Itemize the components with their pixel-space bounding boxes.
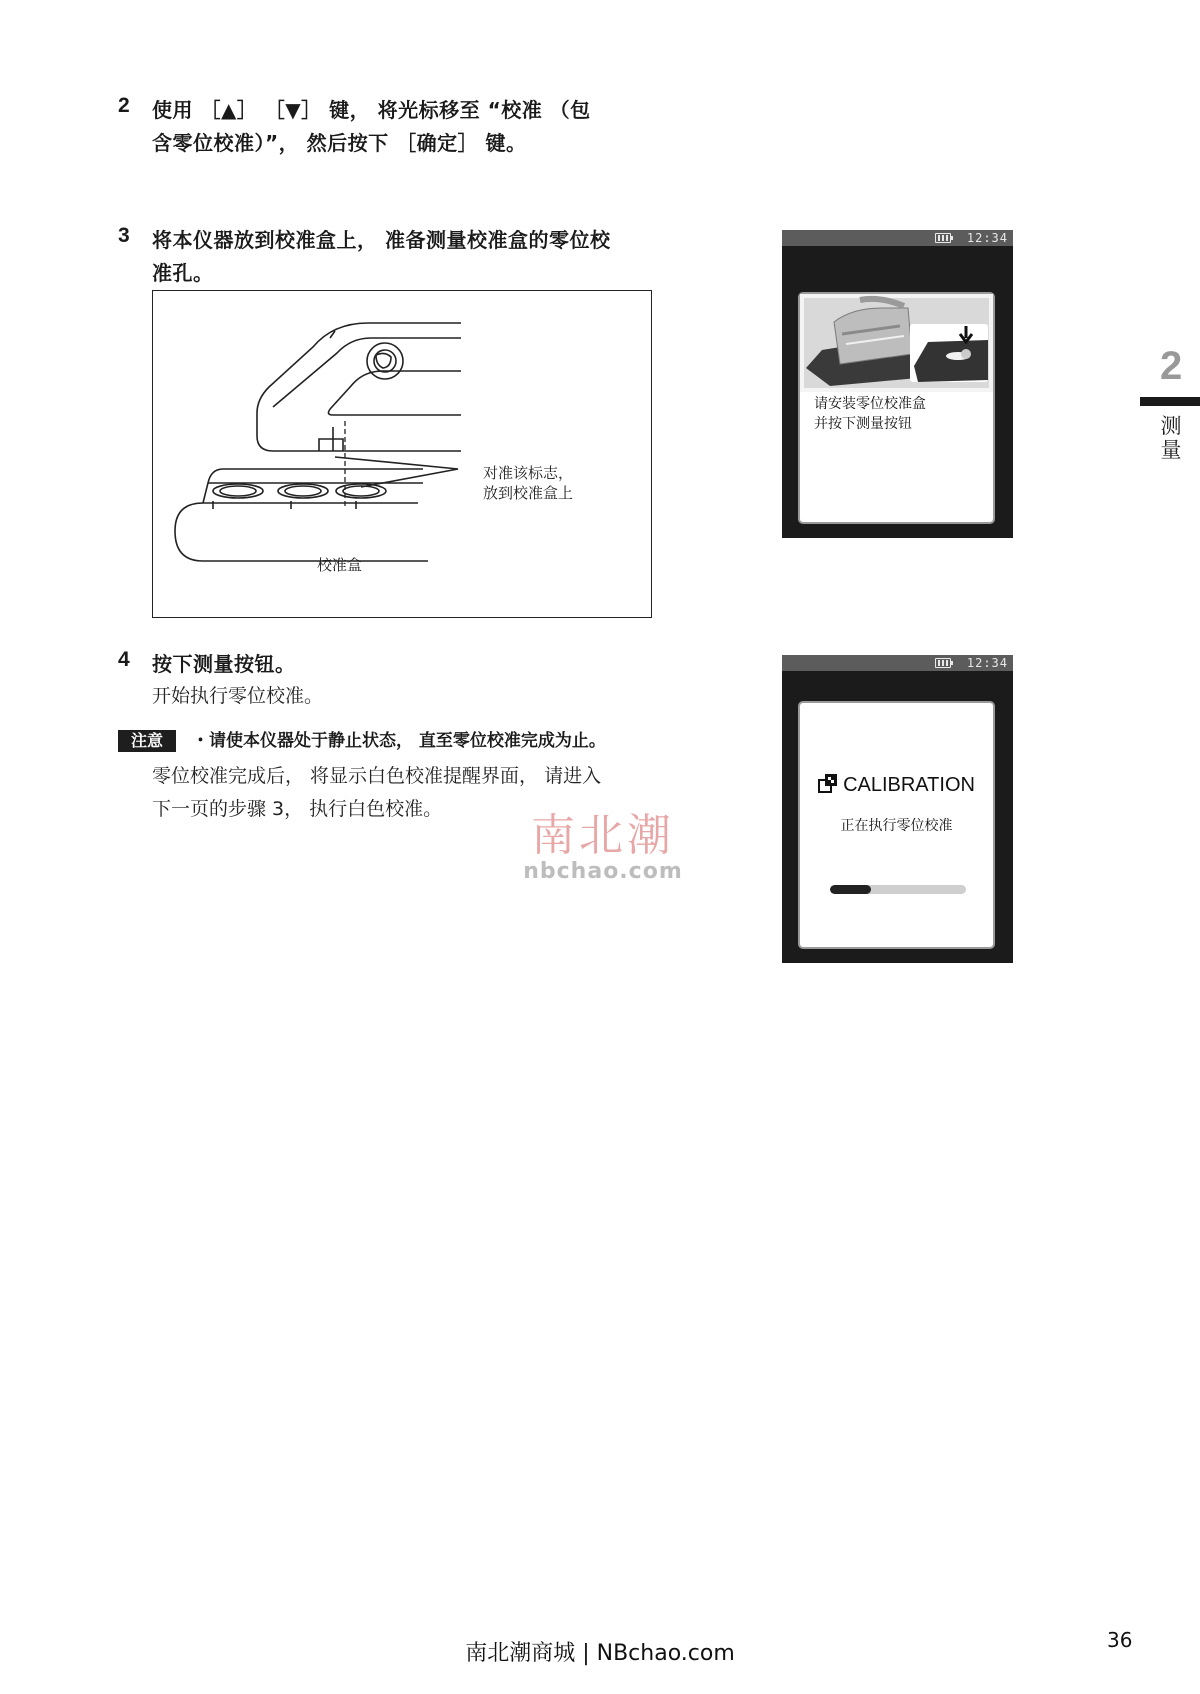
watermark-logo: [518, 812, 688, 884]
align-label-line: 放到校准盒上: [483, 484, 574, 502]
caution-text: ・请使本仪器处于静止状态， 直至零位校准完成为止。: [192, 731, 606, 751]
screen-panel: [798, 701, 995, 949]
status-time: 12:34: [966, 656, 1008, 670]
screen-panel: [798, 292, 995, 524]
align-label-line: 对准该标志，: [483, 464, 574, 482]
progress-fill: [830, 885, 871, 894]
note-body-line: 下一页的步骤 3， 执行白色校准。: [152, 798, 443, 820]
step-2: [118, 94, 678, 160]
status-time: 12:34: [966, 231, 1008, 245]
battery-icon: [935, 658, 951, 668]
screen-message-line: 并按下测量按钮: [814, 416, 912, 432]
step-4-description: 开始执行零位校准。: [152, 685, 324, 707]
status-bar: [782, 655, 1013, 671]
caution-note: [118, 728, 678, 754]
step-number: 4: [118, 648, 130, 671]
device-screen-calibration: [782, 655, 1013, 963]
step-4: [118, 648, 678, 681]
step-number: 3: [118, 224, 130, 247]
caution-badge: 注意: [118, 730, 176, 752]
watermark-cn: 南北潮: [531, 810, 675, 861]
step-number: 2: [118, 94, 130, 117]
chapter-number: 2: [1160, 344, 1183, 388]
chapter-tab-bar: [1140, 397, 1200, 406]
step-line: 含零位校准）”， 然后按下 ［确定］ 键。: [152, 131, 527, 155]
watermark-en: nbchao.com: [523, 859, 683, 884]
step-3: [118, 224, 678, 290]
calibration-subtitle: 正在执行零位校准: [840, 818, 953, 834]
calibration-icon: [818, 773, 838, 793]
status-bar: [782, 230, 1013, 246]
step-line: 准孔。: [152, 261, 214, 285]
chapter-label: 测量: [1160, 414, 1182, 462]
calibration-title: CALIBRATION: [843, 774, 975, 796]
calibration-box-figure: [152, 290, 652, 618]
screen-message-line: 请安装零位校准盒: [814, 396, 926, 412]
page-number: 36: [1107, 1628, 1133, 1652]
battery-icon: [935, 233, 951, 243]
device-screen-install: [782, 230, 1013, 538]
step-line: 使用 ［▲］ ［▼］ 键， 将光标移至 “校准 （包: [152, 98, 591, 122]
footer-text: 南北潮商城 | NBchao.com: [465, 1641, 735, 1666]
calibration-progress-bar: [830, 885, 966, 894]
device-diagram: [153, 291, 653, 619]
note-body-line: 零位校准完成后， 将显示白色校准提醒界面， 请进入: [152, 765, 602, 787]
calibration-box-label: 校准盒: [317, 556, 363, 574]
step-line: 按下测量按钮。: [152, 652, 296, 676]
step-line: 将本仪器放到校准盒上， 准备测量校准盒的零位校: [152, 228, 611, 252]
instrument-photo: [800, 294, 993, 392]
